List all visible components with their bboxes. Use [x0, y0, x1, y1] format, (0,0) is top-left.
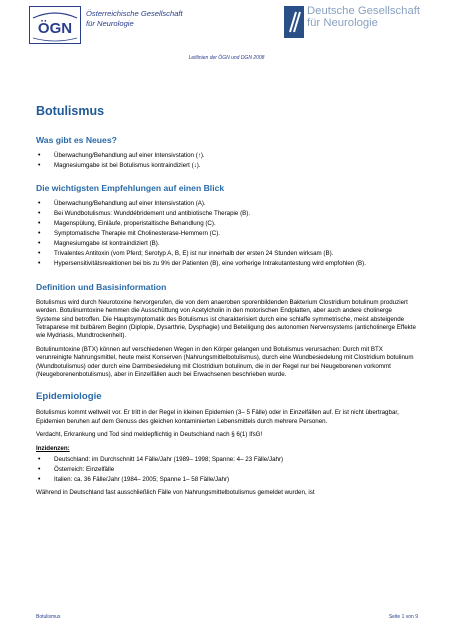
- list-item: • Symptomatische Therapie mit Cholinesterase-Hemmern (C).: [36, 230, 416, 238]
- section-heading-recommendations: Die wichtigsten Empfehlungen auf einen Blick: [36, 183, 225, 194]
- epidemiology-paragraph-2: Verdacht, Erkrankung und Tod sind meldepflichtig in Deutschland nach § 6(1) IfsG!: [36, 431, 263, 439]
- list-item: • Trivalentes Antitoxin (vom Pferd; Serotyp A, B, E) ist nur innerhalb der ersten 24 Stunden wirksam (B).: [36, 250, 416, 258]
- footer-title: Botulismus: [36, 614, 61, 620]
- page-number: Seite 1 von 9: [388, 614, 418, 620]
- list-item: • Deutschland: im Durchschnitt 14 Fälle/Jahr (1989– 1998; Spanne: 4– 23 Fälle/Jahr): [36, 456, 416, 464]
- list-item: • Österreich: Einzelfälle: [36, 466, 416, 474]
- list-item: • Überwachung/Behandlung auf einer Intensivstation (↑).: [36, 152, 416, 160]
- definition-paragraph-1: Botulismus wird durch Neurotoxine hervorgerufen, die von dem anaeroben sporenbildenden Bakterium Clostridium botulinum produziert werden. Botulinumtoxine hemmen die Ausschüttung von Acetylcholin in den motorischen Endplatten, aber auch andere cholinerge Systeme sind betroffen. Die Hauptsymptomatik des Botulismus ist charakterisiert durch eine schlaffe symmetrische, meist absteigende Tetraparese mit bulbärem Beginn (Diplopie, Dysarthrie, Dysphagie) und Beteiligung des autonomen Nervensystems (anticholinerge Effekte wie Mydriasis, Mundtrockenheit).: [36, 298, 416, 340]
- list-item: • Magenspülung, Einläufe, properistaltische Behandlung (C).: [36, 220, 416, 228]
- incidence-subheading: Inzidenzen:: [36, 444, 70, 452]
- news-list: [36, 152, 416, 170]
- oegn-logo-letters: ÖGN: [37, 20, 73, 37]
- dgn-society-name: Deutsche Gesellschaft für Neurologie: [307, 5, 421, 29]
- list-item: • Bei Wundbotulismus: Wunddébridement und antibiotische Therapie (B).: [36, 210, 416, 218]
- oegn-society-name: Österreichische Gesellschaft für Neurologie: [86, 9, 183, 28]
- document-title: Botulismus: [36, 104, 105, 118]
- list-item: • Magnesiumgabe ist kontraindiziert (B).: [36, 240, 416, 248]
- section-heading-epidemiology: Epidemiologie: [36, 391, 102, 403]
- epidemiology-paragraph-3: Während in Deutschland fast ausschließlich Fälle von Nahrungsmittelbotulismus gemeldet wurden, ist: [36, 489, 315, 497]
- document-body: [36, 104, 416, 503]
- epidemiology-paragraph-1: Botulismus kommt weltweit vor. Er tritt in der Regel in kleinen Epidemien (3– 5 Fälle) oder in Einzelfällen auf. Er ist nicht übertragbar, Epidemien beruhen auf dem Genuss des gleichen kontaminierten Lebensmittels durch mehrere Personen.: [36, 409, 399, 425]
- dgn-logo-icon: [284, 6, 304, 38]
- section-heading-definition: Definition und Basisinformation: [36, 281, 167, 292]
- guideline-note: Leitlinien der ÖGN und DGN 2008: [188, 55, 265, 61]
- list-item: • Überwachung/Behandlung auf einer Intensivstation (A).: [36, 200, 416, 208]
- incidence-list: [36, 456, 416, 484]
- list-item: • Hypersensitivitätsreaktionen bei bis zu 9% der Patienten (B), eine vorherige Intrakutantestung wird empfohlen (B).: [36, 260, 416, 268]
- list-item: • Magnesiumgabe ist bei Botulismus kontraindiziert (↓).: [36, 162, 416, 170]
- recommendations-list: [36, 200, 416, 268]
- list-item: • Italien: ca. 36 Fälle/Jahr (1984– 2005; Spanne 1– 58 Fälle/Jahr): [36, 476, 416, 484]
- page-header: [0, 0, 453, 62]
- definition-paragraph-2: Botulinumtoxine (BTX) können auf verschiedenen Wegen in den Körper gelangen und Botulismus verursachen: Durch mit BTX verunreinigte Nahrungsmittel, heute meist Konserven (Nahrungsmittelbotulismus), durch eine Wundbesiedelung mit Clostridium botulinum (Wundbotulismus) oder durch eine Darmbesiedelung mit Clostridium botulinum, die in der Regel nur bei Neugeborenen vorkommt (Neugeborenenbotulismus), aber in Einzelfällen auch bei Erwachsenen beschrieben wurde.: [36, 345, 414, 379]
- section-heading-news: Was gibt es Neues?: [36, 135, 117, 145]
- oegn-logo-icon: [29, 6, 81, 44]
